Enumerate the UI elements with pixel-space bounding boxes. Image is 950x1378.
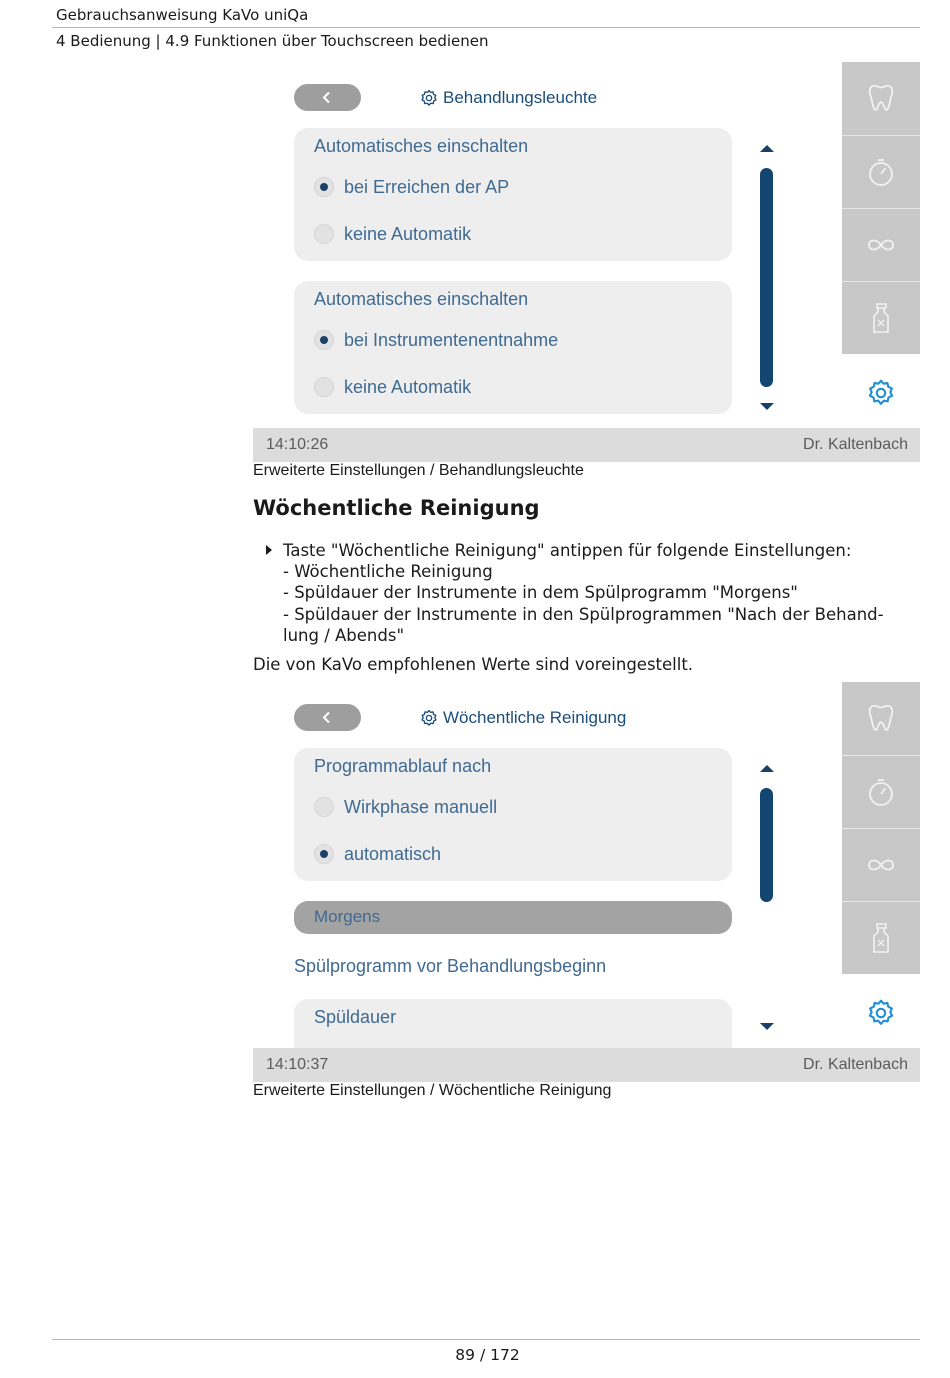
scroll-down-arrow[interactable] [760,1023,774,1030]
side-menu-tooth-button[interactable] [842,62,920,134]
tooth-icon [867,83,895,113]
radio-button-selected[interactable] [314,177,334,197]
timer-icon [867,777,895,807]
infinity-icon [866,235,896,255]
page-number: 89 / 172 [455,1346,520,1364]
radio-button[interactable] [314,797,334,817]
side-menu-spray-button[interactable] [842,901,920,973]
side-menu-tooth-button[interactable] [842,682,920,754]
status-time: 14:10:37 [266,1056,329,1073]
radio-button-selected[interactable] [314,330,334,350]
status-bar [253,428,920,462]
document-title: Gebrauchsanweisung KaVo uniQa [56,6,309,24]
gear-icon [420,709,438,727]
option-label: bei Instrumentenentnahme [344,329,559,350]
figure-caption: Erweiterte Einstellungen / Wöchentliche Reinigung [253,1082,612,1099]
screenshot-behandlungsleuchte [253,62,920,462]
settings-gear-button[interactable] [867,379,895,407]
radio-option[interactable] [314,325,558,355]
card-heading: Automatisches einschalten [314,136,529,156]
body-paragraph: Die von KaVo empfohlenen Werte sind voreingestellt. [253,655,694,674]
radio-button-selected[interactable] [314,844,334,864]
side-menu-timer-button[interactable] [842,755,920,827]
status-bar [253,1048,920,1082]
side-menu-timer-button[interactable] [842,135,920,207]
spray-bottle-icon [869,922,893,954]
card-heading: Programmablauf nach [314,756,492,776]
scroll-up-arrow[interactable] [760,145,774,152]
step-line: - Spüldauer der Instrumente in dem Spülprogramm "Morgens" [283,583,798,603]
scroll-up-arrow[interactable] [760,765,774,772]
side-menu-spray-button[interactable] [842,281,920,353]
chevron-left-icon [321,711,333,724]
figure-caption: Erweiterte Einstellungen / Behandlungsleuchte [253,462,584,479]
radio-option[interactable] [314,839,441,869]
gear-icon [420,89,438,107]
step-line: - Wöchentliche Reinigung [283,562,493,582]
scrollbar-thumb[interactable] [760,788,773,902]
screenshot-woechentliche-reinigung [253,682,920,1082]
card-heading: Spüldauer [314,1007,397,1027]
radio-button[interactable] [314,224,334,244]
chapter-breadcrumb: 4 Bedienung | 4.9 Funktionen über Touchscreen bedienen [56,32,489,50]
header-rule [52,27,920,28]
side-menu [842,62,920,354]
back-button[interactable] [294,704,361,731]
screen-title-text: Behandlungsleuchte [443,88,598,107]
screen-title-text: Wöchentliche Reinigung [443,708,627,727]
status-user: Dr. Kaltenbach [803,1056,908,1073]
status-user: Dr. Kaltenbach [803,436,908,453]
tooth-icon [867,703,895,733]
status-time: 14:10:26 [266,436,329,453]
option-label: automatisch [344,843,442,864]
settings-gear-button[interactable] [867,999,895,1027]
option-label: keine Automatik [344,223,472,244]
section-heading: Wöchentliche Reinigung [253,496,540,520]
chevron-left-icon [321,91,333,104]
option-label: Wirkphase manuell [344,796,498,817]
step-line: - Spüldauer der Instrumente in den Spülprogrammen "Nach der Behand- [283,604,884,624]
card-heading: Automatisches einschalten [314,289,529,309]
spray-bottle-icon [869,302,893,334]
option-label: keine Automatik [344,376,472,397]
radio-option[interactable] [314,172,509,202]
settings-card-instrument [294,281,732,414]
back-button[interactable] [294,84,361,111]
section-bar-label: Morgens [314,907,381,926]
infinity-icon [866,855,896,875]
settings-card-programmablauf [294,748,732,881]
radio-option[interactable] [314,219,471,249]
scroll-down-arrow[interactable] [760,403,774,410]
side-menu-infinity-button[interactable] [842,208,920,280]
radio-button[interactable] [314,377,334,397]
step-bullet-icon [266,545,272,555]
step-line: Taste "Wöchentliche Reinigung" antippen für folgende Einstellungen: [283,541,852,560]
side-menu [842,682,920,974]
footer-rule [52,1339,920,1340]
step-line: lung / Abends" [283,625,405,645]
radio-option[interactable] [314,372,471,402]
screen-title [420,86,597,110]
timer-icon [867,157,895,187]
scrollbar-thumb[interactable] [760,168,773,387]
section-bar-morgens [294,901,732,934]
option-label: bei Erreichen der AP [344,176,510,197]
screen-title [420,706,626,730]
settings-card-ap [294,128,732,261]
program-subheading: Spülprogramm vor Behandlungsbeginn [294,956,607,976]
side-menu-infinity-button[interactable] [842,828,920,900]
radio-option[interactable] [314,792,497,822]
